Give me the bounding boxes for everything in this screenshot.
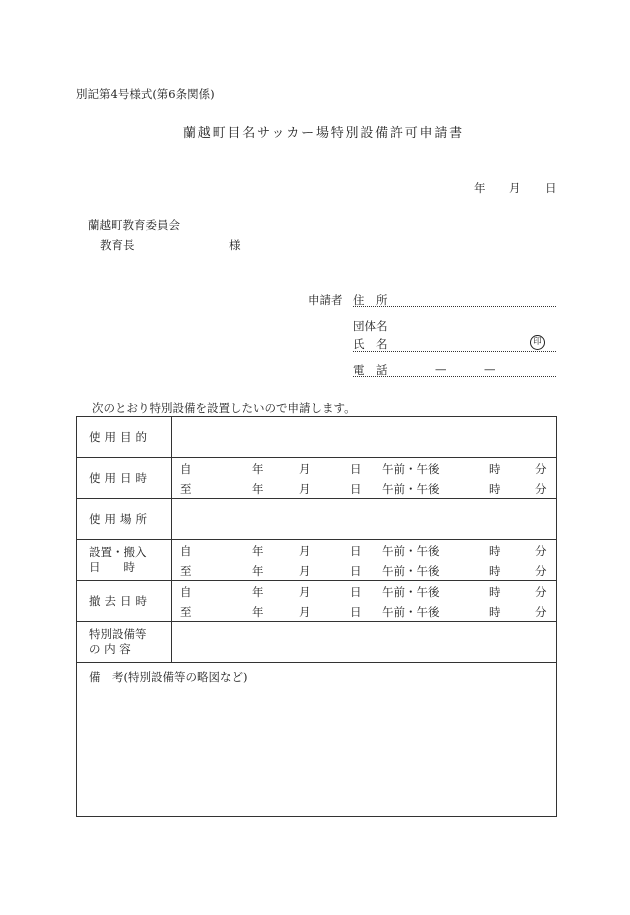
addressee: 蘭越町教育委員会 (88, 218, 180, 232)
year-label: 年 (252, 544, 264, 558)
datetime-label: 使用日時 (77, 458, 172, 499)
removal-to-line (172, 604, 556, 622)
install-label-line-1: 設置・搬入 (89, 545, 147, 559)
to-label: 至 (180, 564, 192, 578)
day-label: 日 (350, 585, 362, 599)
contents-row (77, 622, 557, 663)
day-label: 日 (350, 482, 362, 496)
purpose-label: 使用目的 (77, 417, 172, 458)
remarks-label: 備 考(特別設備等の略図など) (89, 670, 248, 684)
year-label: 年 (252, 482, 264, 496)
year-label: 年 (252, 564, 264, 578)
org-label: 団体名 (353, 319, 388, 333)
year-label: 年 (252, 605, 264, 619)
hour-label: 時 (489, 462, 501, 476)
year-label: 年 (252, 462, 264, 476)
name-label: 氏 名 (353, 337, 388, 351)
phone-dash-2: — (484, 362, 496, 376)
removal-from-line (172, 584, 556, 602)
hour-label: 時 (489, 605, 501, 619)
datetime-to-line (172, 481, 556, 499)
datetime-field[interactable] (172, 458, 557, 499)
year-label: 年 (252, 585, 264, 599)
hour-label: 時 (489, 544, 501, 558)
install-to-line (172, 563, 556, 581)
date-day-label: 日 (545, 181, 557, 195)
date-month-label: 月 (509, 181, 521, 195)
contents-label-line-2: の 内 容 (89, 642, 131, 656)
removal-field[interactable] (172, 581, 557, 622)
ampm-label: 午前・午後 (382, 544, 440, 558)
day-label: 日 (350, 462, 362, 476)
date-year-label: 年 (474, 181, 486, 195)
install-from-line (172, 543, 556, 561)
minute-label: 分 (535, 605, 547, 619)
month-label: 月 (299, 605, 311, 619)
seal-mark: 印 (530, 335, 545, 350)
address-line[interactable] (353, 306, 556, 307)
ampm-label: 午前・午後 (382, 482, 440, 496)
hour-label: 時 (489, 564, 501, 578)
applicant-label: 申請者 (308, 293, 343, 307)
ampm-label: 午前・午後 (382, 564, 440, 578)
remarks-row (77, 663, 557, 817)
addressee-title: 教育長 (100, 238, 135, 252)
remarks-field[interactable] (77, 663, 557, 817)
form-code: 別記第4号様式(第6条関係) (76, 87, 215, 101)
contents-field[interactable] (172, 622, 557, 663)
minute-label: 分 (535, 482, 547, 496)
contents-label-line-1: 特別設備等 (89, 627, 147, 641)
place-row (77, 499, 557, 540)
datetime-row (77, 458, 557, 499)
day-label: 日 (350, 564, 362, 578)
phone-dash-1: — (435, 362, 447, 376)
datetime-from-line (172, 461, 556, 479)
day-label: 日 (350, 544, 362, 558)
removal-row (77, 581, 557, 622)
contents-label (77, 622, 172, 663)
install-label-line-2: 日 時 (89, 560, 135, 574)
from-label: 自 (180, 544, 192, 558)
month-label: 月 (299, 482, 311, 496)
to-label: 至 (180, 482, 192, 496)
hour-label: 時 (489, 482, 501, 496)
ampm-label: 午前・午後 (382, 462, 440, 476)
place-label: 使用場所 (77, 499, 172, 540)
address-label: 住 所 (353, 293, 388, 307)
month-label: 月 (299, 462, 311, 476)
from-label: 自 (180, 462, 192, 476)
minute-label: 分 (535, 544, 547, 558)
install-field[interactable] (172, 540, 557, 581)
minute-label: 分 (535, 462, 547, 476)
install-row (77, 540, 557, 581)
install-label (77, 540, 172, 581)
day-label: 日 (350, 605, 362, 619)
intro-text: 次のとおり特別設備を設置したいので申請します。 (92, 401, 356, 415)
application-table (76, 416, 557, 817)
removal-label: 撤去日時 (77, 581, 172, 622)
honorific: 様 (229, 238, 241, 252)
document-title: 蘭越町目名サッカー場特別設備許可申請書 (183, 126, 464, 141)
ampm-label: 午前・午後 (382, 585, 440, 599)
month-label: 月 (299, 564, 311, 578)
purpose-row (77, 417, 557, 458)
phone-label: 電 話 (353, 363, 388, 377)
ampm-label: 午前・午後 (382, 605, 440, 619)
purpose-field[interactable] (172, 417, 557, 458)
month-label: 月 (299, 544, 311, 558)
name-line[interactable] (353, 351, 556, 352)
minute-label: 分 (535, 585, 547, 599)
minute-label: 分 (535, 564, 547, 578)
month-label: 月 (299, 585, 311, 599)
to-label: 至 (180, 605, 192, 619)
place-field[interactable] (172, 499, 557, 540)
from-label: 自 (180, 585, 192, 599)
hour-label: 時 (489, 585, 501, 599)
phone-line[interactable] (353, 376, 556, 377)
